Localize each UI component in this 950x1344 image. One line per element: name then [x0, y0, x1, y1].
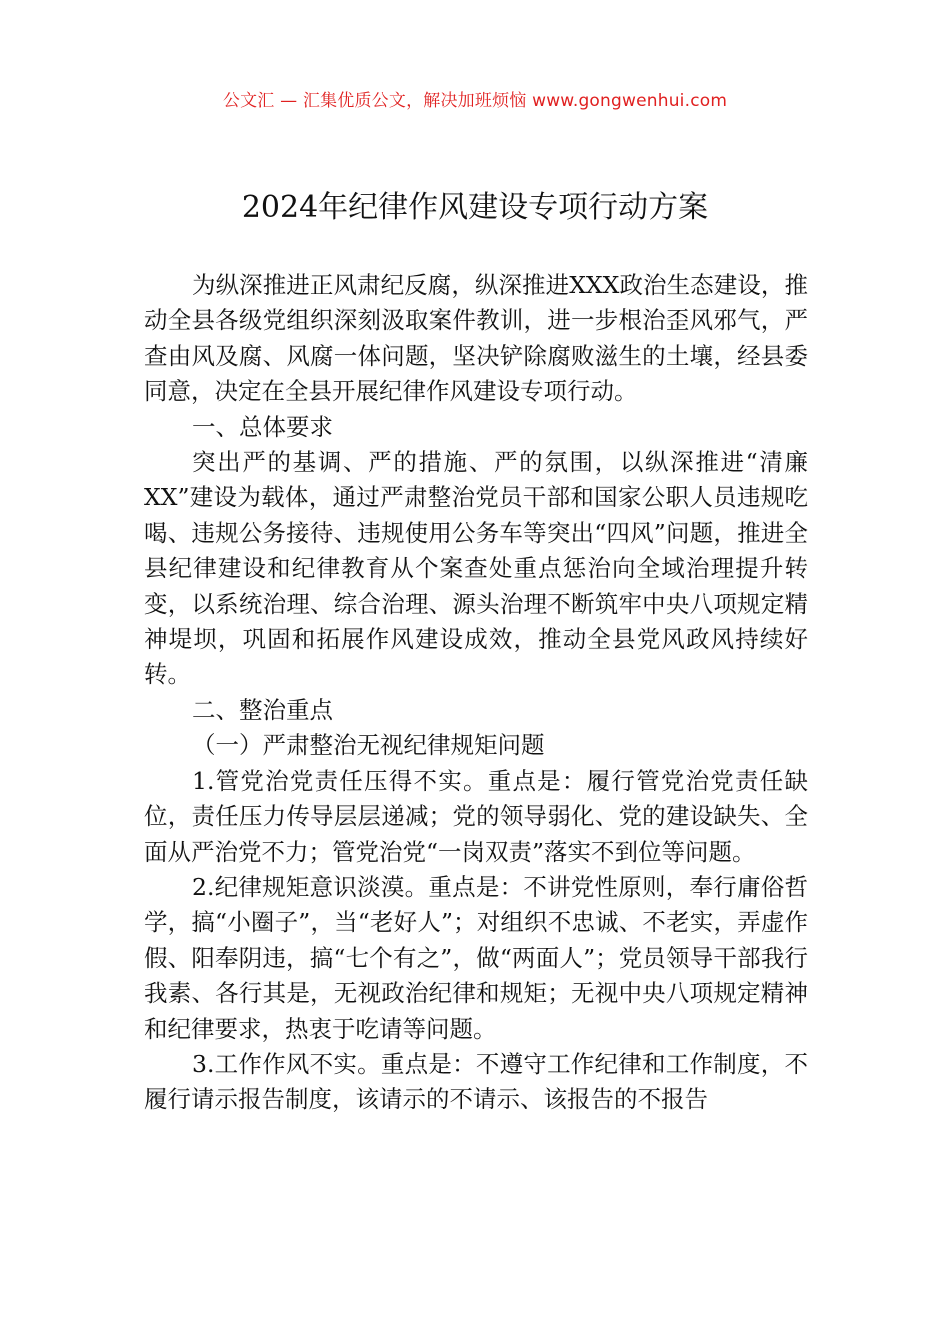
subsection-heading-discipline: （一）严肃整治无视纪律规矩问题: [192, 731, 545, 760]
page-title: 2024年纪律作风建设专项行动方案: [241, 190, 709, 225]
intro-paragraph: 为纵深推进正风肃纪反腐，纵深推进XXX政治生态建设，推动全县各级党组织深刻汲取案件教训，进一步根治歪风邪气，严查由风及腐、风腐一体问题，坚决铲除腐败滋生的土壤，经县委同意，决定在全县开展纪律作风建设专项行动。: [144, 271, 808, 406]
section-heading-rectification-focus: 二、整治重点: [192, 695, 333, 724]
item-paragraph-2: 2.纪律规矩意识淡漠。重点是：不讲党性原则，奉行庸俗哲学，搞“小圈子”，当“老好人”；对组织不忠诚、不老实，弄虚作假、阳奉阴违，搞“七个有之”，做“两面人”；党员领导干部我行我素、各行其是，无视政治纪律和规矩；无视中央八项规定精神和纪律要求，热衷于吃请等问题。: [144, 872, 808, 1043]
item-paragraph-3: 3.工作作风不实。重点是：不遵守工作纪律和工作制度，不履行请示报告制度，该请示的不请示、该报告的不报告: [144, 1049, 808, 1114]
section-heading-general-requirements: 一、总体要求: [192, 412, 333, 441]
document-body: [144, 268, 808, 1118]
site-banner: 公文汇 — 汇集优质公文，解决加班烦恼 www.gongwenhui.com: [222, 91, 728, 111]
general-requirements-paragraph: 突出严的基调、严的措施、严的氛围，以纵深推进“清廉XX”建设为载体，通过严肃整治党员干部和国家公职人员违规吃喝、违规公务接待、违规使用公务车等突出“四风”问题，推进全县纪律建设和纪律教育从个案查处重点惩治向全域治理提升转变，以系统治理、综合治理、源头治理不断筑牢中央八项规定精神堤坝，巩固和拓展作风建设成效，推动全县党风政风持续好转。: [144, 448, 808, 689]
item-paragraph-1: 1.管党治党责任压得不实。重点是：履行管党治党责任缺位，责任压力传导层层递减；党的领导弱化、党的建设缺失、全面从严治党不力；管党治党“一岗双责”落实不到位等问题。: [144, 766, 808, 866]
